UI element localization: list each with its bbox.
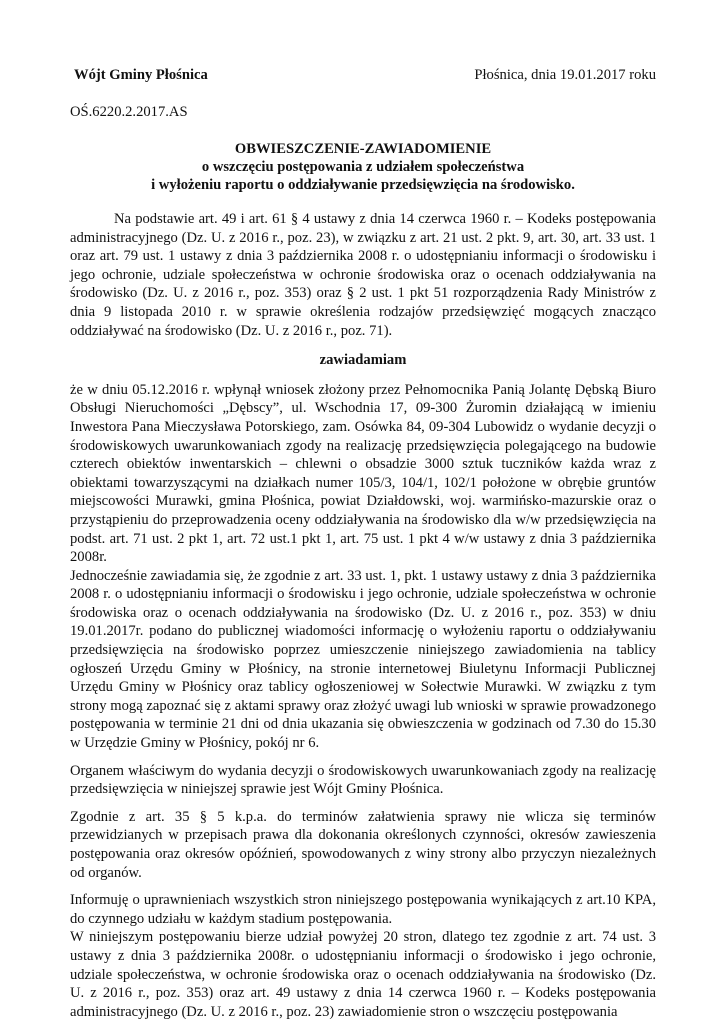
document-title [70, 140, 656, 194]
parties-notification-paragraph: W niniejszym postępowaniu bierze udział powyżej 20 stron, dlatego tez zgodnie z art. 74 ust. 3 ustawy z dnia 3 października 2008r. o udostępnianiu informacji o środowisko i jego ochronie, udziale społeczeństwa, w ochronie środowiska oraz o ocenach oddziaływania na środowisko (Dz. U. z 2016 r., poz. 353) oraz art. 49 ustawy z dnia 14 czerwca 1960 r. – Kodeks postępowania administracyjnego (Dz. U. z 2016 r., poz. 23) zawiadomienie stron o wszczęciu postępowania [70, 929, 656, 1020]
application-paragraph: że w dniu 05.12.2016 r. wpłynął wniosek złożony przez Pełnomocnika Panią Jolantę Dębską Biuro Obsługi Nieruchomości „Dębscy”, ul. Wschodnia 17, 09-300 Żuromin działającą w imieniu Inwestora Pana Mieczysława Potorskiego, zam. Osówka 84, 09-304 Lubowidz o wydanie decyzji o środowiskowych uwarunkowaniach zgody na realizację przedsięwzięcia polegającego na budowie czterech obiektów inwentarskich – chlewni o obsadzie 3000 sztuk tuczników każda wraz z obiektami towarzyszącymi na działkach numer 105/3, 104/1, 102/1 położone w obrębie gruntów miejscowości Murawki, gmina Płośnica, powiat Działdowski, woj. warmińsko-mazurskie oraz o przystąpieniu do przeprowadzenia oceny oddziaływania na środowisko dla w/w przedsięwzięcia na podst. art. 71 ust. 2 pkt 1, art. 72 ust.1 pkt 1, art. 75 ust. 1 pkt 4 w/w ustawy z dnia 3 października 2008r. [70, 381, 656, 566]
place-and-date: Płośnica, dnia 19.01.2017 roku [474, 67, 656, 83]
competent-authority-paragraph: Organem właściwym do wydania decyzji o środowiskowych uwarunkowaniach zgody na realizację przedsięwzięcia w niniejszej sprawie jest Wójt Gminy Płośnica. [70, 762, 656, 798]
title-line-2: o wszczęciu postępowania z udziałem społeczeństwa [201, 159, 525, 175]
title-line-3: i wyłożeniu raportu o oddziaływanie przedsięwzięcia na środowisko. [151, 177, 575, 193]
deadlines-paragraph: Zgodnie z art. 35 § 5 k.p.a. do terminów załatwienia sprawy nie wlicza się terminów przewidzianych w przepisach prawa dla dokonania określonych czynności, okresów zawieszenia postępowania oraz okresów opóźnień, spowodowanych z winy strony albo przyczyn niezależnych od organów. [70, 808, 656, 881]
public-notice-paragraph: Jednocześnie zawiadamia się, że zgodnie z art. 33 ust. 1, pkt. 1 ustawy ustawy z dnia 3 października 2008 r. o udostępnianiu informacji o środowisku i jego ochronie, udziale społeczeństwa w ochronie środowiska oraz o ocenach oddziaływania na środowisko (Dz. U. z 2016 r., poz. 353) w dniu 19.01.2017r. podano do publicznej wiadomości informację o wyłożeniu raportu o oddziaływaniu przedsięwzięcia na środowisko poprzez umieszczenie niniejszego zawiadomienia na tablicy ogłoszeń Urzędu Gminy w Płośnicy, na stronie internetowej Biuletynu Informacji Publicznej Urzędu Gminy w Płośnicy oraz tablicy ogłoszeniowej w Sołectwie Murawki. W związku z tym strony mogą zapoznać się z aktami sprawy oraz złożyć uwagi lub wnioski w sprawie prowadzonego postępowania w terminie 21 dni od dnia ukazania się obwieszczenia w godzinach od 7.30 do 15.30 w Urzędzie Gminy w Płośnicy, pokój nr 6. [70, 567, 656, 752]
letter-header [70, 66, 656, 86]
party-rights-paragraph: Informuję o uprawnieniach wszystkich stron niniejszego postępowania wynikających z art.10 KPA, do czynnego udziału w każdym stadium postępowania. [70, 892, 656, 927]
case-reference-number: OŚ.6220.2.2017.AS [70, 104, 188, 120]
document-page [70, 66, 656, 1021]
sender-name: Wójt Gminy Płośnica [74, 67, 208, 83]
section-heading-notify: zawiadamiam [319, 352, 407, 369]
title-line-1: OBWIESZCZENIE-ZAWIADOMIENIE [234, 141, 492, 157]
legal-basis-paragraph: Na podstawie art. 49 i art. 61 § 4 ustawy z dnia 14 czerwca 1960 r. – Kodeks postępowania administracyjnego (Dz. U. z 2016 r., poz. 23), w związku z art. 21 ust. 2 pkt. 9, art. 30, art. 33 ust. 1 oraz art. 79 ust. 1 ustawy z dnia 3 października 2008 r. o udostępnianiu informacji o środowisku i jego ochronie, udziale społeczeństwa w ochronie środowiska oraz o ocenach oddziaływania na środowisko (Dz. U. z 2016 r., poz. 353) oraz § 2 ust. 1 pkt 51 rozporządzenia Rady Ministrów z dnia 9 listopada 2010 r. w sprawie określenia rodzajów przedsięwzięć mogących znacząco oddziaływać na środowisko (Dz. U. z 2016 r., poz. 71). [70, 211, 656, 339]
